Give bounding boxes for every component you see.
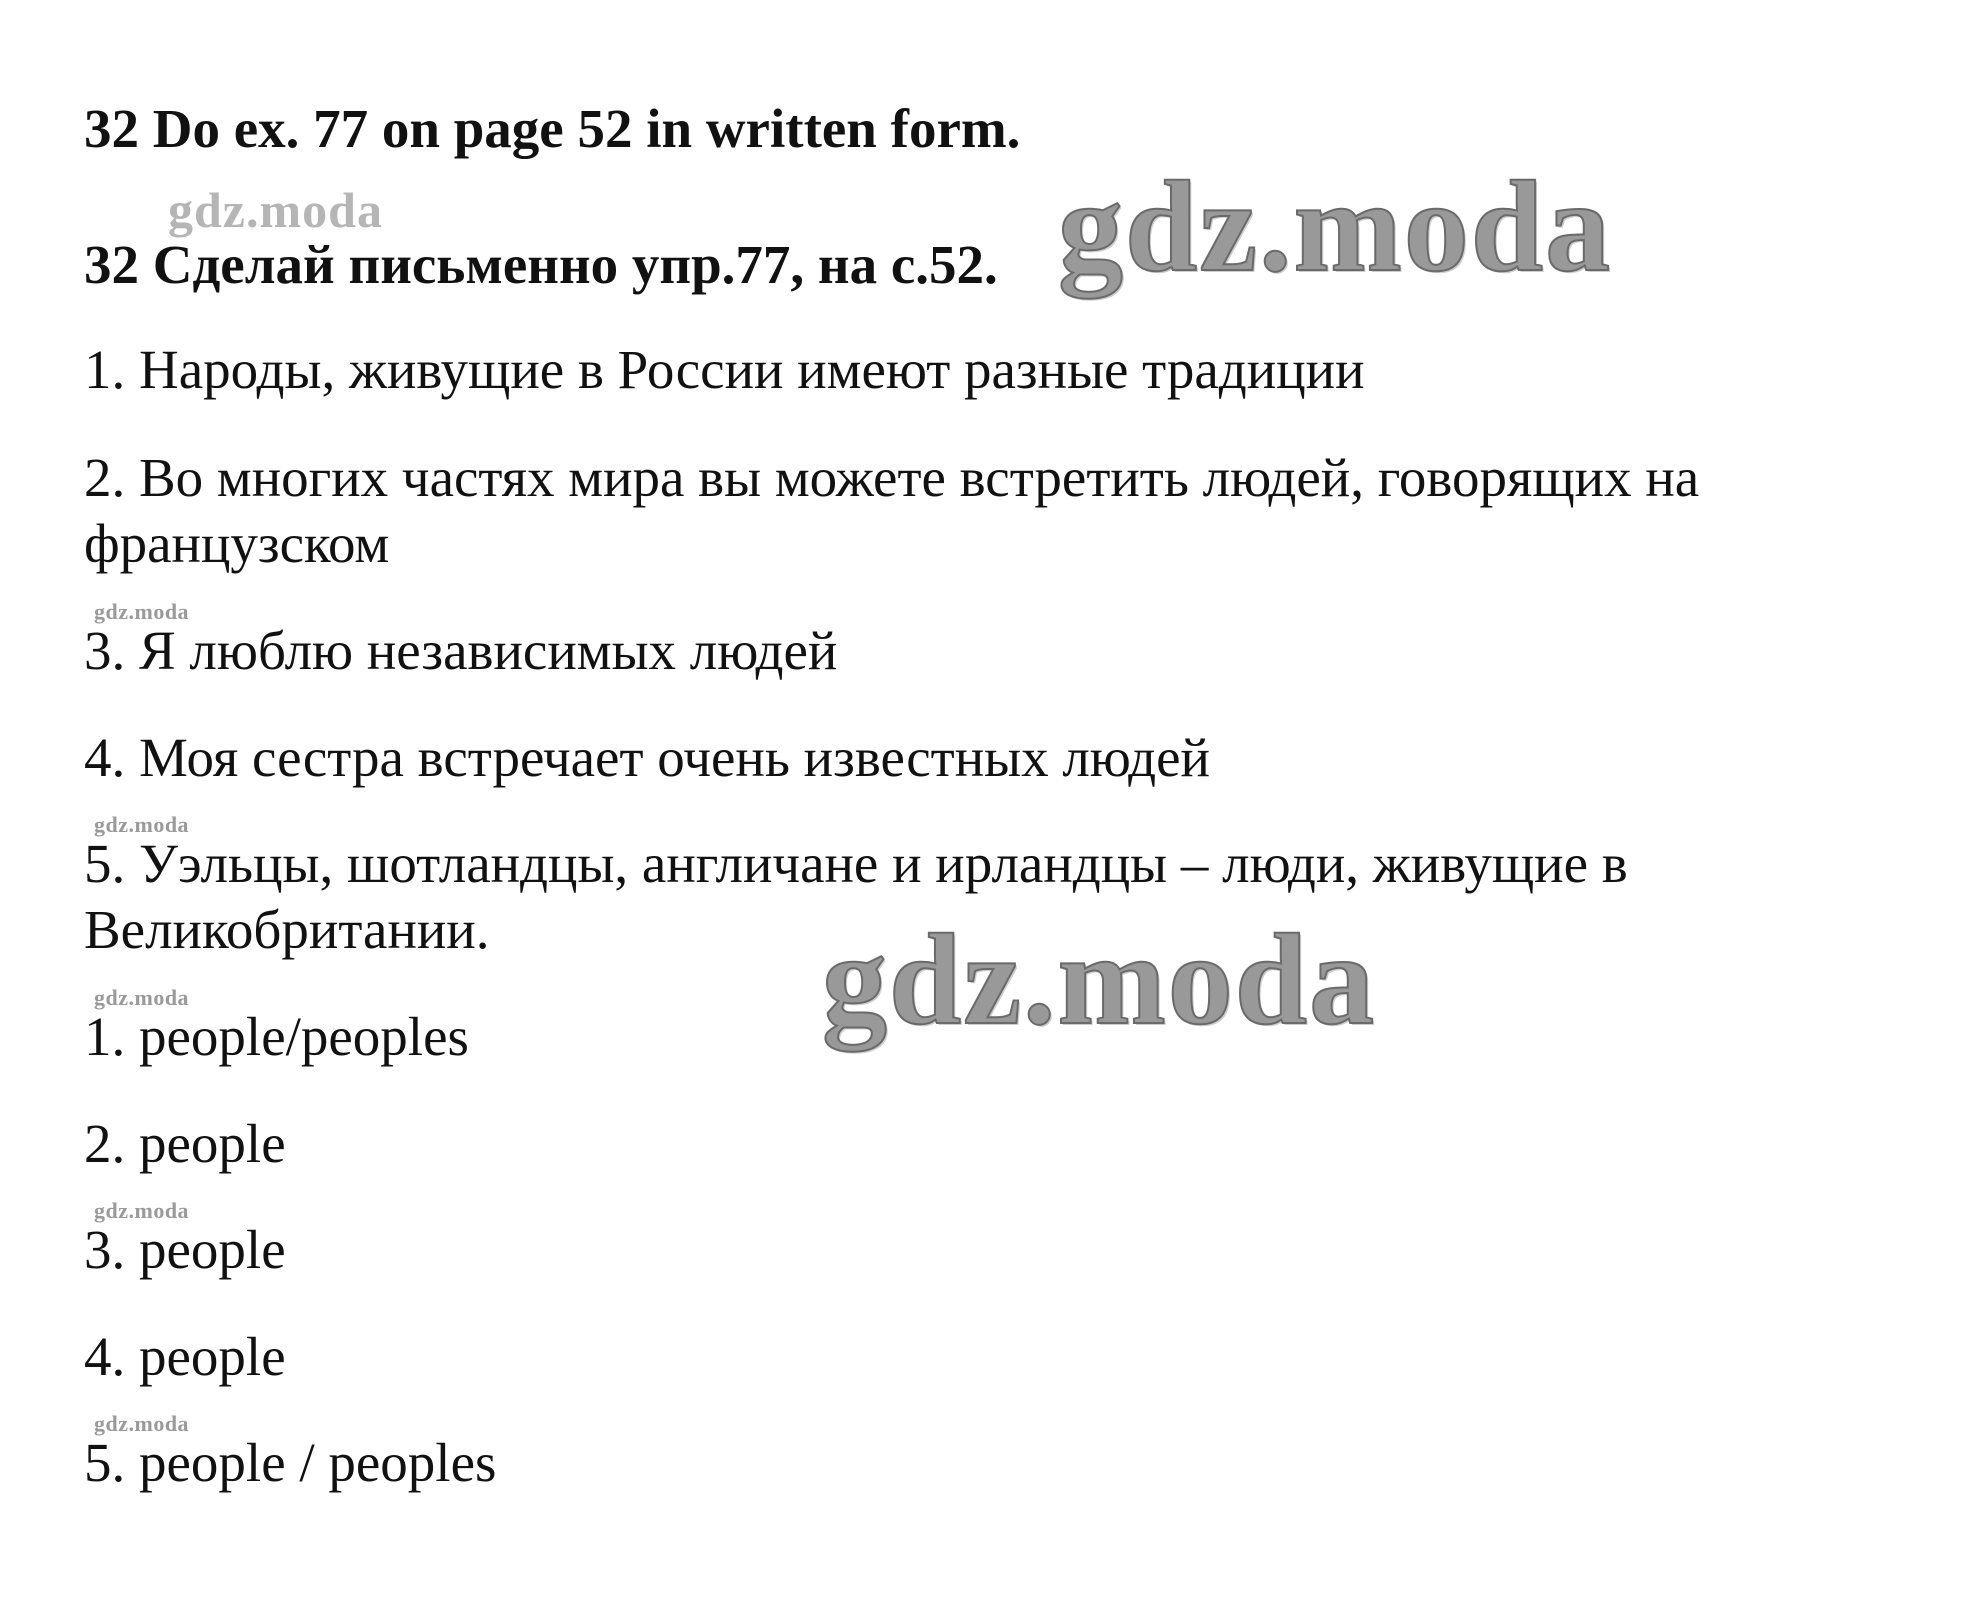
translation-line-2-cont: французском <box>84 513 390 574</box>
heading-russian: 32 Сделай письменно упр.77, на с.52. <box>84 234 998 295</box>
answer-3: 3. people <box>84 1219 286 1280</box>
answer-2: 2. people <box>84 1113 286 1174</box>
watermark-large: gdz.moda <box>822 908 1377 1052</box>
watermark-large: gdz.moda <box>1058 155 1613 299</box>
translation-line-3: 3. Я люблю независимых людей <box>84 620 838 681</box>
watermark-small: gdz.moda <box>94 985 190 1010</box>
heading-english: 32 Do ex. 77 on page 52 in written form. <box>84 98 1021 159</box>
watermark-small: gdz.moda <box>94 599 190 624</box>
answer-4: 4. people <box>84 1326 286 1387</box>
answer-5: 5. people / peoples <box>84 1432 497 1493</box>
translation-line-5-cont: Великобритании. <box>84 899 490 960</box>
watermark-small: gdz.moda <box>94 812 190 837</box>
answer-1: 1. people/peoples <box>84 1006 469 1067</box>
translation-line-1: 1. Народы, живущие в России имеют разные традиции <box>84 339 1365 400</box>
watermark-small: gdz.moda <box>94 1411 190 1436</box>
translation-line-2: 2. Во многих частях мира вы можете встретить людей, говорящих на <box>84 447 1700 508</box>
translation-line-4: 4. Моя сестра встречает очень известных людей <box>84 727 1210 788</box>
watermark-small: gdz.moda <box>94 1198 190 1223</box>
translation-line-5: 5. Уэльцы, шотландцы, англичане и ирландцы – люди, живущие в <box>84 833 1628 894</box>
watermark: gdz.moda <box>168 182 383 238</box>
